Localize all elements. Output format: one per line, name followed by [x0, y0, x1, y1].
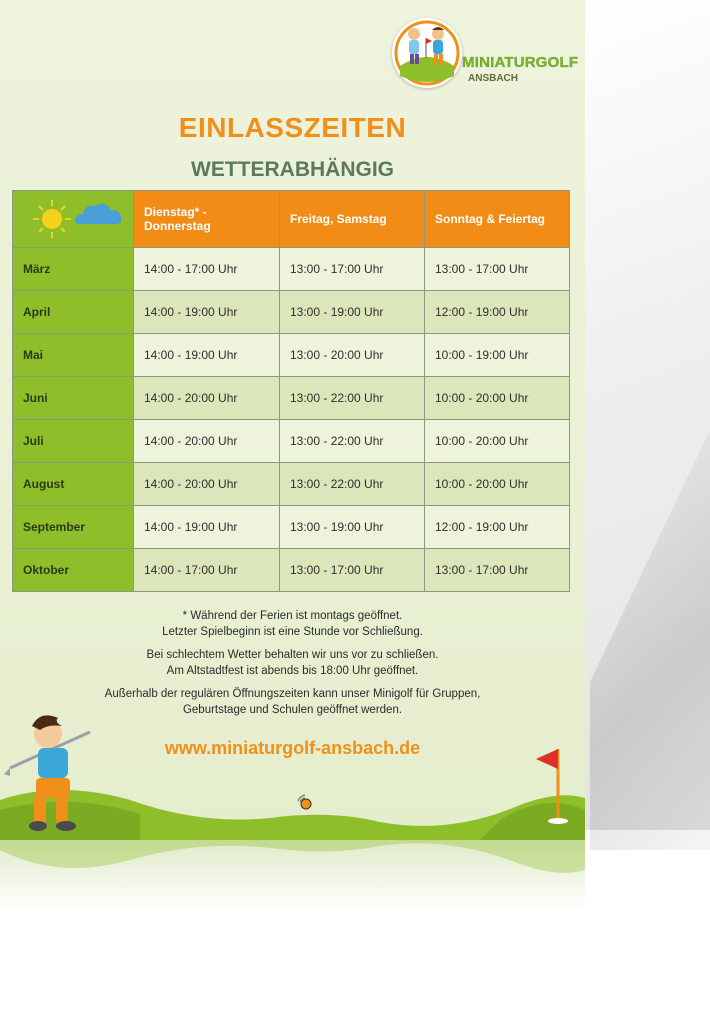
column-header-sun-holiday: Sonntag & Feiertag [425, 191, 570, 248]
table-row [13, 420, 570, 463]
note-line: Letzter Spielbeginn ist eine Stunde vor Schließung. [162, 626, 423, 638]
opening-hours-table [12, 190, 570, 592]
hours-cell: 14:00 - 19:00 Uhr [134, 506, 280, 549]
hours-cell: 13:00 - 19:00 Uhr [280, 291, 425, 334]
month-cell: März [13, 248, 134, 291]
hours-cell: 13:00 - 20:00 Uhr [280, 334, 425, 377]
hours-cell: 14:00 - 19:00 Uhr [134, 334, 280, 377]
note-line: * Während der Ferien ist montags geöffnet. [182, 610, 403, 622]
month-cell: April [13, 291, 134, 334]
hours-cell: 13:00 - 17:00 Uhr [425, 248, 570, 291]
table-row [13, 377, 570, 420]
table-row [13, 291, 570, 334]
hours-cell: 14:00 - 17:00 Uhr [134, 248, 280, 291]
logo-badge [392, 18, 462, 88]
month-cell: August [13, 463, 134, 506]
note-line: Am Altstadtfest ist abends bis 18:00 Uhr geöffnet. [166, 665, 419, 677]
hours-cell: 14:00 - 20:00 Uhr [134, 463, 280, 506]
hours-cell: 13:00 - 17:00 Uhr [425, 549, 570, 592]
hours-cell: 13:00 - 17:00 Uhr [280, 248, 425, 291]
signal-ball-icon [296, 793, 314, 811]
hours-cell: 10:00 - 20:00 Uhr [425, 463, 570, 506]
golfer-boy-icon [0, 700, 110, 840]
hours-cell: 12:00 - 19:00 Uhr [425, 291, 570, 334]
logo-title: MINIATURGOLF [462, 54, 579, 71]
note-line: Geburtstage und Schulen geöffnet werden. [182, 704, 403, 716]
table-row [13, 334, 570, 377]
table-row [13, 549, 570, 592]
page-title: EINLASSZEITEN [178, 112, 407, 143]
month-cell: Mai [13, 334, 134, 377]
weather-corner [13, 191, 134, 248]
hours-cell: 14:00 - 20:00 Uhr [134, 420, 280, 463]
table-header-row [13, 191, 570, 248]
hours-cell: 13:00 - 19:00 Uhr [280, 506, 425, 549]
hours-cell: 10:00 - 20:00 Uhr [425, 420, 570, 463]
kids-golf-icon [392, 18, 462, 88]
table-row [13, 463, 570, 506]
hours-cell: 13:00 - 17:00 Uhr [280, 549, 425, 592]
column-header-fri-sat: Freitag, Samstag [280, 191, 425, 248]
hours-cell: 14:00 - 19:00 Uhr [134, 291, 280, 334]
note-block-holidays [0, 608, 585, 640]
logo-subtitle: ANSBACH [468, 73, 518, 84]
table-row [13, 506, 570, 549]
note-line: Außerhalb der regulären Öffnungszeiten kann unser Minigolf für Gruppen, [104, 688, 481, 700]
hours-cell: 13:00 - 22:00 Uhr [280, 420, 425, 463]
reflection-hills [0, 840, 585, 890]
website-link[interactable]: www.miniaturgolf-ansbach.de [164, 738, 421, 758]
hours-cell: 14:00 - 20:00 Uhr [134, 377, 280, 420]
golf-flag-icon [528, 745, 578, 825]
poster-reflection [0, 840, 585, 910]
month-cell: Juni [13, 377, 134, 420]
page-subtitle: WETTERABHÄNGIG [191, 158, 394, 181]
hours-cell: 12:00 - 19:00 Uhr [425, 506, 570, 549]
column-header-tue-thu: Dienstag* - Donnerstag [134, 191, 280, 248]
table-row [13, 248, 570, 291]
hours-cell: 14:00 - 17:00 Uhr [134, 549, 280, 592]
logo [392, 18, 579, 93]
month-cell: Juli [13, 420, 134, 463]
month-cell: September [13, 506, 134, 549]
hours-cell: 13:00 - 22:00 Uhr [280, 463, 425, 506]
month-cell: Oktober [13, 549, 134, 592]
sun-cloud-icon [25, 192, 135, 246]
hours-cell: 13:00 - 22:00 Uhr [280, 377, 425, 420]
note-line: Bei schlechtem Wetter behalten wir uns vor zu schließen. [146, 649, 439, 661]
hours-cell: 10:00 - 20:00 Uhr [425, 377, 570, 420]
hours-cell: 10:00 - 19:00 Uhr [425, 334, 570, 377]
note-block-weather [0, 647, 585, 679]
